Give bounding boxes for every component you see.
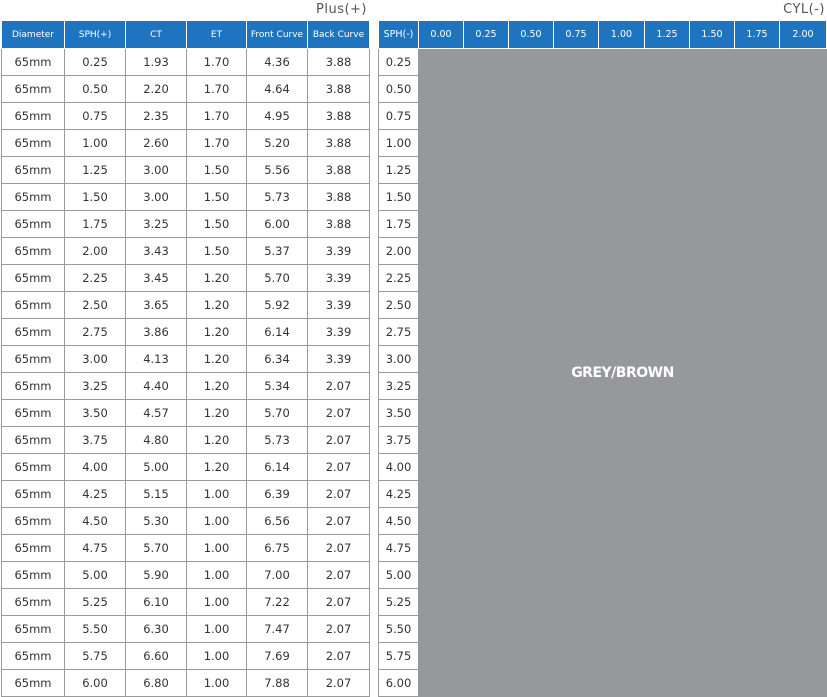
spec-cell: 6.00	[65, 670, 126, 697]
spec-row	[2, 238, 370, 265]
spec-cell: 6.00	[247, 211, 308, 238]
spec-row	[2, 373, 370, 400]
spec-cell: 4.75	[65, 535, 126, 562]
spec-cell: 65mm	[2, 184, 65, 211]
availability-row	[379, 49, 827, 76]
spec-column-header: Diameter	[2, 21, 65, 49]
spec-cell: 3.88	[308, 76, 370, 103]
spec-cell: 2.07	[308, 589, 370, 616]
spec-cell: 5.75	[65, 643, 126, 670]
spec-cell: 65mm	[2, 481, 65, 508]
spec-cell: 65mm	[2, 670, 65, 697]
spec-cell: 1.20	[187, 454, 247, 481]
sph-minus-cell: 0.25	[379, 49, 419, 76]
spec-row	[2, 562, 370, 589]
spec-cell: 65mm	[2, 319, 65, 346]
sph-minus-cell: 2.75	[379, 319, 419, 346]
spec-cell: 1.50	[187, 157, 247, 184]
cyl-column-header: 1.50	[690, 21, 735, 49]
spec-cell: 1.00	[187, 481, 247, 508]
spec-cell: 4.40	[126, 373, 187, 400]
spec-row	[2, 130, 370, 157]
sph-minus-cell: 4.00	[379, 454, 419, 481]
spec-cell: 7.47	[247, 616, 308, 643]
spec-cell: 0.25	[65, 49, 126, 76]
spec-cell: 1.20	[187, 427, 247, 454]
plus-caption: Plus(+)	[316, 2, 367, 17]
cyl-column-header: 2.00	[780, 21, 827, 49]
spec-cell: 5.20	[247, 130, 308, 157]
spec-cell: 1.00	[187, 589, 247, 616]
spec-cell: 4.64	[247, 76, 308, 103]
spec-cell: 2.25	[65, 265, 126, 292]
spec-row	[2, 103, 370, 130]
cyl-caption: CYL(-)	[783, 2, 825, 17]
spec-cell: 5.25	[65, 589, 126, 616]
spec-cell: 2.07	[308, 454, 370, 481]
spec-cell: 6.14	[247, 454, 308, 481]
spec-cell: 1.00	[187, 643, 247, 670]
spec-cell: 1.70	[187, 103, 247, 130]
spec-column-header: SPH(+)	[65, 21, 126, 49]
spec-cell: 5.92	[247, 292, 308, 319]
sph-minus-cell: 4.25	[379, 481, 419, 508]
spec-column-header: ET	[187, 21, 247, 49]
spec-cell: 1.00	[187, 562, 247, 589]
spec-cell: 2.07	[308, 535, 370, 562]
sph-minus-cell: 6.00	[379, 670, 419, 697]
spec-cell: 6.30	[126, 616, 187, 643]
spec-cell: 65mm	[2, 49, 65, 76]
spec-cell: 2.07	[308, 373, 370, 400]
spec-cell: 6.14	[247, 319, 308, 346]
sph-minus-cell: 0.50	[379, 76, 419, 103]
spec-cell: 2.07	[308, 643, 370, 670]
spec-cell: 65mm	[2, 643, 65, 670]
spec-cell: 3.00	[126, 157, 187, 184]
spec-cell: 3.88	[308, 103, 370, 130]
spec-cell: 65mm	[2, 346, 65, 373]
spec-cell: 3.39	[308, 346, 370, 373]
spec-cell: 1.75	[65, 211, 126, 238]
spec-cell: 6.56	[247, 508, 308, 535]
spec-cell: 5.00	[126, 454, 187, 481]
spec-cell: 2.75	[65, 319, 126, 346]
spec-cell: 4.50	[65, 508, 126, 535]
minus-lens-availability-table	[378, 20, 827, 697]
spec-cell: 2.20	[126, 76, 187, 103]
spec-cell: 65mm	[2, 157, 65, 184]
spec-cell: 4.36	[247, 49, 308, 76]
cyl-column-header: 0.75	[554, 21, 599, 49]
spec-cell: 3.88	[308, 184, 370, 211]
spec-cell: 65mm	[2, 76, 65, 103]
cyl-header-row	[379, 21, 827, 49]
cyl-column-header: 1.25	[645, 21, 690, 49]
spec-row	[2, 670, 370, 697]
spec-cell: 1.50	[187, 184, 247, 211]
spec-cell: 65mm	[2, 400, 65, 427]
spec-cell: 0.50	[65, 76, 126, 103]
cyl-column-header: 0.00	[419, 21, 464, 49]
spec-cell: 3.39	[308, 292, 370, 319]
spec-cell: 5.90	[126, 562, 187, 589]
spec-cell: 3.39	[308, 238, 370, 265]
spec-row	[2, 157, 370, 184]
spec-column-header: Back Curve	[308, 21, 370, 49]
spec-cell: 65mm	[2, 562, 65, 589]
spec-cell: 65mm	[2, 427, 65, 454]
spec-cell: 2.07	[308, 562, 370, 589]
spec-cell: 2.60	[126, 130, 187, 157]
spec-cell: 2.07	[308, 427, 370, 454]
spec-cell: 3.88	[308, 49, 370, 76]
spec-cell: 7.00	[247, 562, 308, 589]
spec-cell: 5.73	[247, 427, 308, 454]
spec-cell: 3.86	[126, 319, 187, 346]
spec-cell: 1.70	[187, 76, 247, 103]
spec-cell: 1.20	[187, 292, 247, 319]
spec-cell: 6.34	[247, 346, 308, 373]
spec-cell: 5.70	[247, 265, 308, 292]
spec-cell: 65mm	[2, 454, 65, 481]
spec-row	[2, 49, 370, 76]
sph-minus-cell: 2.00	[379, 238, 419, 265]
spec-cell: 65mm	[2, 589, 65, 616]
spec-cell: 3.75	[65, 427, 126, 454]
spec-cell: 3.39	[308, 265, 370, 292]
sph-minus-cell: 4.75	[379, 535, 419, 562]
spec-cell: 4.95	[247, 103, 308, 130]
spec-row	[2, 616, 370, 643]
spec-cell: 1.20	[187, 346, 247, 373]
spec-cell: 5.73	[247, 184, 308, 211]
spec-cell: 5.30	[126, 508, 187, 535]
spec-cell: 1.70	[187, 130, 247, 157]
spec-cell: 3.50	[65, 400, 126, 427]
sph-minus-cell: 1.25	[379, 157, 419, 184]
spec-cell: 3.88	[308, 157, 370, 184]
spec-row	[2, 292, 370, 319]
plus-lens-spec-table	[1, 20, 370, 697]
spec-cell: 65mm	[2, 292, 65, 319]
spec-row	[2, 184, 370, 211]
spec-cell: 3.43	[126, 238, 187, 265]
spec-cell: 6.75	[247, 535, 308, 562]
spec-cell: 3.00	[65, 346, 126, 373]
sph-minus-cell: 5.75	[379, 643, 419, 670]
spec-cell: 0.75	[65, 103, 126, 130]
spec-cell: 3.39	[308, 319, 370, 346]
spec-cell: 65mm	[2, 130, 65, 157]
spec-cell: 2.00	[65, 238, 126, 265]
spec-row	[2, 400, 370, 427]
spec-row	[2, 265, 370, 292]
spec-cell: 1.50	[187, 238, 247, 265]
spec-cell: 1.00	[187, 535, 247, 562]
spec-row	[2, 481, 370, 508]
spec-cell: 4.00	[65, 454, 126, 481]
spec-cell: 5.15	[126, 481, 187, 508]
sph-minus-cell: 3.00	[379, 346, 419, 373]
spec-cell: 4.13	[126, 346, 187, 373]
spec-cell: 1.20	[187, 373, 247, 400]
cyl-column-header: 0.50	[509, 21, 554, 49]
spec-cell: 5.50	[65, 616, 126, 643]
spec-cell: 3.00	[126, 184, 187, 211]
spec-cell: 3.25	[65, 373, 126, 400]
spec-cell: 65mm	[2, 265, 65, 292]
spec-row	[2, 589, 370, 616]
spec-cell: 65mm	[2, 373, 65, 400]
sph-minus-cell: 3.25	[379, 373, 419, 400]
spec-cell: 1.00	[187, 616, 247, 643]
spec-cell: 1.70	[187, 49, 247, 76]
spec-header-row	[2, 21, 370, 49]
spec-row	[2, 427, 370, 454]
spec-cell: 2.07	[308, 616, 370, 643]
spec-row	[2, 211, 370, 238]
cyl-column-header: 1.00	[599, 21, 645, 49]
spec-cell: 4.57	[126, 400, 187, 427]
spec-cell: 1.20	[187, 265, 247, 292]
spec-cell: 2.50	[65, 292, 126, 319]
spec-cell: 7.88	[247, 670, 308, 697]
spec-cell: 2.07	[308, 508, 370, 535]
spec-cell: 5.70	[126, 535, 187, 562]
spec-row	[2, 76, 370, 103]
spec-cell: 1.25	[65, 157, 126, 184]
spec-column-header: CT	[126, 21, 187, 49]
spec-row	[2, 454, 370, 481]
spec-cell: 4.25	[65, 481, 126, 508]
spec-cell: 6.39	[247, 481, 308, 508]
cyl-column-header: 0.25	[464, 21, 509, 49]
spec-cell: 3.45	[126, 265, 187, 292]
spec-cell: 3.65	[126, 292, 187, 319]
cyl-column-header: 1.75	[735, 21, 780, 49]
spec-cell: 65mm	[2, 616, 65, 643]
sph-minus-cell: 3.75	[379, 427, 419, 454]
spec-cell: 5.34	[247, 373, 308, 400]
sph-minus-cell: 3.50	[379, 400, 419, 427]
sph-minus-cell: 1.50	[379, 184, 419, 211]
sph-minus-cell: 1.75	[379, 211, 419, 238]
spec-cell: 1.00	[187, 670, 247, 697]
sph-minus-header: SPH(-)	[379, 21, 419, 49]
spec-cell: 4.80	[126, 427, 187, 454]
spec-cell: 1.50	[187, 211, 247, 238]
availability-region: GREY/BROWN	[419, 49, 827, 697]
spec-cell: 65mm	[2, 211, 65, 238]
sph-minus-cell: 4.50	[379, 508, 419, 535]
sph-minus-cell: 5.00	[379, 562, 419, 589]
spec-cell: 2.07	[308, 481, 370, 508]
spec-cell: 7.69	[247, 643, 308, 670]
sph-minus-cell: 5.25	[379, 589, 419, 616]
spec-cell: 65mm	[2, 508, 65, 535]
spec-cell: 7.22	[247, 589, 308, 616]
spec-cell: 6.60	[126, 643, 187, 670]
spec-row	[2, 346, 370, 373]
spec-cell: 1.00	[65, 130, 126, 157]
spec-cell: 65mm	[2, 238, 65, 265]
spec-cell: 65mm	[2, 535, 65, 562]
spec-cell: 5.00	[65, 562, 126, 589]
sph-minus-cell: 5.50	[379, 616, 419, 643]
sph-minus-cell: 2.25	[379, 265, 419, 292]
spec-row	[2, 319, 370, 346]
spec-cell: 65mm	[2, 103, 65, 130]
spec-row	[2, 643, 370, 670]
spec-cell: 1.00	[187, 508, 247, 535]
spec-cell: 2.07	[308, 400, 370, 427]
spec-cell: 6.80	[126, 670, 187, 697]
spec-cell: 1.93	[126, 49, 187, 76]
sph-minus-cell: 2.50	[379, 292, 419, 319]
spec-cell: 5.56	[247, 157, 308, 184]
spec-cell: 1.20	[187, 319, 247, 346]
spec-cell: 5.70	[247, 400, 308, 427]
spec-cell: 6.10	[126, 589, 187, 616]
spec-row	[2, 508, 370, 535]
spec-cell: 2.07	[308, 670, 370, 697]
spec-cell: 5.37	[247, 238, 308, 265]
spec-cell: 3.88	[308, 130, 370, 157]
sph-minus-cell: 1.00	[379, 130, 419, 157]
spec-cell: 3.25	[126, 211, 187, 238]
spec-column-header: Front Curve	[247, 21, 308, 49]
sph-minus-cell: 0.75	[379, 103, 419, 130]
spec-cell: 1.20	[187, 400, 247, 427]
spec-row	[2, 535, 370, 562]
spec-cell: 1.50	[65, 184, 126, 211]
spec-cell: 3.88	[308, 211, 370, 238]
spec-cell: 2.35	[126, 103, 187, 130]
